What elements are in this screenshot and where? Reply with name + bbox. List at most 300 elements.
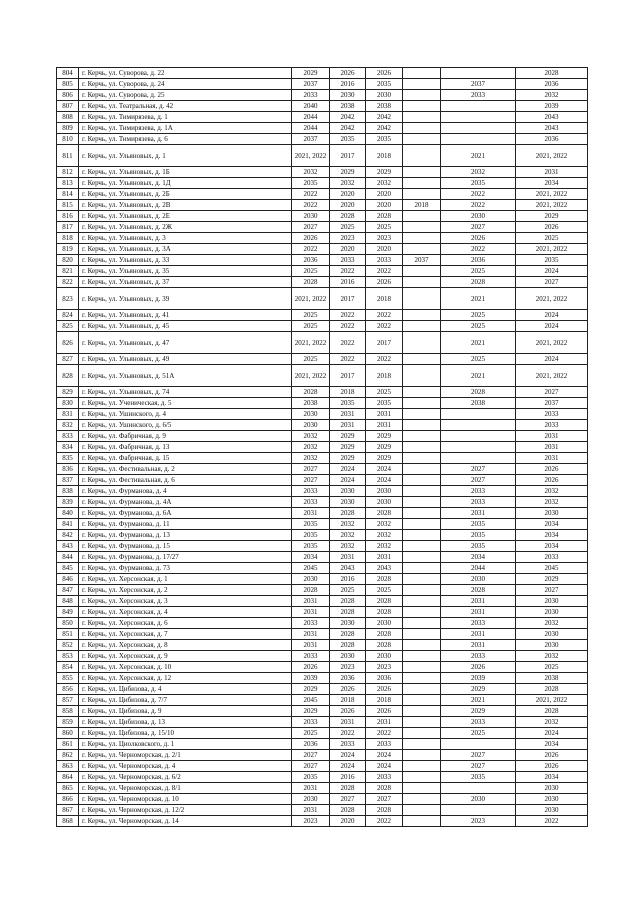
cell-year-col-2: 2031	[330, 717, 366, 728]
cell-address: г. Керчь, ул. Херсонская, д. 12	[79, 673, 292, 684]
table-row	[57, 464, 588, 475]
cell-year-col-1: 2026	[292, 233, 330, 244]
cell-year-col-2: 2022	[330, 332, 366, 354]
cell-row-number: 825	[57, 321, 79, 332]
cell-year-col-2: 2035	[330, 134, 366, 145]
cell-year-col-1: 2029	[292, 684, 330, 695]
cell-year-col-5: 2027	[441, 475, 516, 486]
cell-year-col-3: 2024	[366, 464, 403, 475]
cell-year-col-6: 2025	[516, 233, 588, 244]
cell-year-col-6: 2029	[516, 211, 588, 222]
cell-year-col-5	[441, 101, 516, 112]
cell-year-col-5	[441, 453, 516, 464]
table-row	[57, 651, 588, 662]
cell-year-col-1: 2025	[292, 354, 330, 365]
cell-year-col-4	[403, 145, 441, 167]
cell-address: г. Керчь, ул. Ульяновых, д. 3	[79, 233, 292, 244]
table-row	[57, 189, 588, 200]
cell-year-col-6: 2032	[516, 717, 588, 728]
cell-year-col-2: 2020	[330, 189, 366, 200]
cell-address: г. Керчь, ул. Ульяновых, д. 33	[79, 255, 292, 266]
cell-year-col-1: 2035	[292, 178, 330, 189]
table-row	[57, 761, 588, 772]
cell-year-col-5: 2026	[441, 233, 516, 244]
cell-year-col-6: 2028	[516, 684, 588, 695]
cell-year-col-5: 2021	[441, 145, 516, 167]
cell-year-col-4	[403, 167, 441, 178]
cell-year-col-6: 2025	[516, 662, 588, 673]
table-row	[57, 717, 588, 728]
cell-year-col-2: 2018	[330, 387, 366, 398]
cell-year-col-6: 2030	[516, 640, 588, 651]
cell-year-col-6: 2030	[516, 596, 588, 607]
cell-year-col-4	[403, 123, 441, 134]
cell-year-col-6: 2038	[516, 673, 588, 684]
cell-year-col-6: 2034	[516, 178, 588, 189]
cell-year-col-1: 2036	[292, 255, 330, 266]
cell-year-col-2: 2016	[330, 772, 366, 783]
cell-year-col-1: 2031	[292, 805, 330, 816]
cell-year-col-2: 2026	[330, 706, 366, 717]
cell-year-col-3: 2028	[366, 508, 403, 519]
cell-row-number: 819	[57, 244, 79, 255]
cell-address: г. Керчь, ул. Фурманова, д. 13	[79, 530, 292, 541]
cell-year-col-4	[403, 387, 441, 398]
cell-row-number: 858	[57, 706, 79, 717]
table-row	[57, 387, 588, 398]
cell-year-col-2: 2030	[330, 651, 366, 662]
cell-year-col-3: 2032	[366, 519, 403, 530]
cell-year-col-4	[403, 365, 441, 387]
cell-year-col-2: 2016	[330, 277, 366, 288]
cell-year-col-5	[441, 431, 516, 442]
cell-year-col-5: 2029	[441, 706, 516, 717]
table-row	[57, 772, 588, 783]
cell-year-col-6: 2024	[516, 321, 588, 332]
cell-year-col-2: 2016	[330, 574, 366, 585]
cell-year-col-2: 2024	[330, 475, 366, 486]
cell-year-col-5: 2027	[441, 222, 516, 233]
cell-year-col-2: 2028	[330, 211, 366, 222]
cell-year-col-2: 2032	[330, 519, 366, 530]
table-row	[57, 288, 588, 310]
table-row	[57, 310, 588, 321]
cell-year-col-4	[403, 772, 441, 783]
cell-year-col-5: 2039	[441, 673, 516, 684]
cell-year-col-3: 2028	[366, 211, 403, 222]
cell-year-col-5: 2028	[441, 387, 516, 398]
cell-year-col-1: 2035	[292, 772, 330, 783]
cell-year-col-6: 2031	[516, 167, 588, 178]
cell-year-col-4	[403, 684, 441, 695]
cell-year-col-3: 2026	[366, 68, 403, 79]
cell-year-col-6: 2021, 2022	[516, 189, 588, 200]
cell-year-col-5: 2021	[441, 695, 516, 706]
cell-year-col-2: 2022	[330, 728, 366, 739]
cell-year-col-4	[403, 310, 441, 321]
cell-row-number: 848	[57, 596, 79, 607]
cell-year-col-1: 2033	[292, 497, 330, 508]
cell-year-col-4	[403, 530, 441, 541]
cell-year-col-6: 2032	[516, 497, 588, 508]
cell-year-col-3: 2022	[366, 354, 403, 365]
cell-year-col-4	[403, 618, 441, 629]
table-row	[57, 255, 588, 266]
cell-year-col-6: 2036	[516, 79, 588, 90]
cell-address: г. Керчь, ул. Черноморская, д. 8/1	[79, 783, 292, 794]
cell-year-col-1: 2030	[292, 409, 330, 420]
cell-year-col-3: 2025	[366, 222, 403, 233]
cell-year-col-3: 2032	[366, 541, 403, 552]
cell-year-col-6: 2031	[516, 453, 588, 464]
cell-year-col-3: 2022	[366, 266, 403, 277]
cell-year-col-1: 2027	[292, 464, 330, 475]
table-row	[57, 706, 588, 717]
cell-year-col-4: 2037	[403, 255, 441, 266]
table-row	[57, 453, 588, 464]
cell-year-col-1: 2030	[292, 420, 330, 431]
cell-address: г. Керчь, ул. Херсонская, д. 4	[79, 607, 292, 618]
cell-year-col-1: 2025	[292, 321, 330, 332]
cell-year-col-4	[403, 90, 441, 101]
cell-year-col-3: 2031	[366, 552, 403, 563]
cell-row-number: 841	[57, 519, 79, 530]
cell-address: г. Керчь, ул. Ульяновых, д. 35	[79, 266, 292, 277]
cell-year-col-3: 2033	[366, 255, 403, 266]
cell-year-col-3: 2022	[366, 310, 403, 321]
cell-year-col-4	[403, 695, 441, 706]
table-row	[57, 431, 588, 442]
cell-year-col-1: 2027	[292, 475, 330, 486]
cell-year-col-5: 2022	[441, 244, 516, 255]
cell-address: г. Керчь, ул. Ульяновых, д. 41	[79, 310, 292, 321]
cell-year-col-5: 2021	[441, 288, 516, 310]
cell-year-col-4	[403, 222, 441, 233]
cell-year-col-6: 2022	[516, 816, 588, 827]
cell-row-number: 837	[57, 475, 79, 486]
cell-year-col-1: 2022	[292, 200, 330, 211]
cell-year-col-1: 2021, 2022	[292, 145, 330, 167]
cell-year-col-4	[403, 420, 441, 431]
table-row	[57, 200, 588, 211]
cell-year-col-4	[403, 486, 441, 497]
cell-year-col-4: 2018	[403, 200, 441, 211]
cell-year-col-5: 2033	[441, 618, 516, 629]
cell-year-col-4	[403, 794, 441, 805]
cell-year-col-4	[403, 717, 441, 728]
cell-row-number: 857	[57, 695, 79, 706]
cell-year-col-1: 2025	[292, 728, 330, 739]
table-row	[57, 486, 588, 497]
cell-year-col-1: 2037	[292, 79, 330, 90]
cell-address: г. Керчь, ул. Ульяновых, д. 49	[79, 354, 292, 365]
cell-year-col-3: 2030	[366, 651, 403, 662]
cell-year-col-4	[403, 585, 441, 596]
cell-year-col-6: 2043	[516, 123, 588, 134]
cell-year-col-1: 2037	[292, 134, 330, 145]
cell-year-col-5	[441, 805, 516, 816]
cell-year-col-2: 2032	[330, 530, 366, 541]
cell-year-col-3: 2023	[366, 662, 403, 673]
cell-year-col-3: 2020	[366, 189, 403, 200]
cell-address: г. Керчь, ул. Ульяновых, д. 39	[79, 288, 292, 310]
cell-year-col-2: 2027	[330, 794, 366, 805]
cell-address: г. Керчь, ул. Фурманова, д. 73	[79, 563, 292, 574]
cell-year-col-3: 2042	[366, 112, 403, 123]
cell-address: г. Керчь, ул. Тимирязева, д. 1А	[79, 123, 292, 134]
cell-year-col-5: 2025	[441, 728, 516, 739]
cell-year-col-6: 2032	[516, 651, 588, 662]
cell-year-col-3: 2032	[366, 530, 403, 541]
cell-year-col-6: 2035	[516, 255, 588, 266]
cell-year-col-3: 2035	[366, 134, 403, 145]
cell-row-number: 844	[57, 552, 79, 563]
cell-year-col-6: 2030	[516, 508, 588, 519]
cell-year-col-2: 2029	[330, 167, 366, 178]
table-row	[57, 68, 588, 79]
cell-row-number: 811	[57, 145, 79, 167]
cell-row-number: 814	[57, 189, 79, 200]
cell-year-col-2: 2031	[330, 409, 366, 420]
cell-year-col-5: 2037	[441, 79, 516, 90]
cell-year-col-1: 2023	[292, 816, 330, 827]
cell-year-col-1: 2025	[292, 310, 330, 321]
cell-address: г. Керчь, ул. Херсонская, д. 2	[79, 585, 292, 596]
cell-address: г. Керчь, ул. Херсонская, д. 3	[79, 596, 292, 607]
table-row	[57, 585, 588, 596]
cell-year-col-1: 2040	[292, 101, 330, 112]
table-row	[57, 695, 588, 706]
cell-year-col-4	[403, 211, 441, 222]
cell-year-col-1: 2031	[292, 629, 330, 640]
cell-year-col-2: 2038	[330, 101, 366, 112]
cell-year-col-6: 2033	[516, 420, 588, 431]
cell-year-col-4	[403, 541, 441, 552]
table-row	[57, 519, 588, 530]
cell-year-col-2: 2042	[330, 123, 366, 134]
cell-year-col-2: 2028	[330, 629, 366, 640]
cell-year-col-5: 2033	[441, 90, 516, 101]
table-row	[57, 442, 588, 453]
cell-address: г. Керчь, ул. Ульяновых, д. 2Б	[79, 189, 292, 200]
cell-year-col-6: 2026	[516, 222, 588, 233]
cell-year-col-6: 2045	[516, 563, 588, 574]
cell-year-col-3: 2028	[366, 607, 403, 618]
table-row	[57, 354, 588, 365]
cell-year-col-4	[403, 673, 441, 684]
cell-year-col-4	[403, 398, 441, 409]
cell-year-col-2: 2022	[330, 321, 366, 332]
cell-year-col-4	[403, 816, 441, 827]
cell-year-col-1: 2039	[292, 673, 330, 684]
cell-year-col-2: 2024	[330, 750, 366, 761]
cell-row-number: 845	[57, 563, 79, 574]
cell-year-col-1: 2036	[292, 739, 330, 750]
cell-year-col-3: 2028	[366, 805, 403, 816]
cell-year-col-3: 2038	[366, 101, 403, 112]
cell-year-col-5: 2036	[441, 255, 516, 266]
cell-year-col-4	[403, 244, 441, 255]
cell-year-col-5: 2034	[441, 552, 516, 563]
cell-year-col-3: 2030	[366, 486, 403, 497]
cell-year-col-3: 2020	[366, 244, 403, 255]
cell-year-col-6: 2032	[516, 90, 588, 101]
cell-row-number: 829	[57, 387, 79, 398]
cell-row-number: 817	[57, 222, 79, 233]
cell-year-col-3: 2024	[366, 750, 403, 761]
cell-year-col-6: 2026	[516, 750, 588, 761]
cell-address: г. Керчь, ул. Черноморская, д. 6/2	[79, 772, 292, 783]
cell-year-col-1: 2035	[292, 541, 330, 552]
cell-year-col-1: 2033	[292, 618, 330, 629]
cell-year-col-1: 2026	[292, 662, 330, 673]
cell-year-col-1: 2028	[292, 277, 330, 288]
table-row	[57, 629, 588, 640]
cell-row-number: 855	[57, 673, 79, 684]
cell-year-col-4	[403, 442, 441, 453]
table-row	[57, 794, 588, 805]
cell-year-col-2: 2024	[330, 464, 366, 475]
table-row	[57, 222, 588, 233]
cell-row-number: 805	[57, 79, 79, 90]
cell-year-col-5: 2026	[441, 662, 516, 673]
cell-year-col-2: 2028	[330, 596, 366, 607]
cell-year-col-4	[403, 706, 441, 717]
cell-year-col-6: 2043	[516, 112, 588, 123]
table-row	[57, 145, 588, 167]
cell-year-col-5: 2027	[441, 464, 516, 475]
cell-row-number: 851	[57, 629, 79, 640]
cell-year-col-6: 2039	[516, 101, 588, 112]
cell-year-col-3: 2036	[366, 673, 403, 684]
cell-year-col-5: 2031	[441, 629, 516, 640]
cell-year-col-5: 2023	[441, 816, 516, 827]
cell-year-col-1: 2021, 2022	[292, 332, 330, 354]
cell-year-col-6: 2030	[516, 607, 588, 618]
cell-year-col-5: 2031	[441, 640, 516, 651]
cell-row-number: 865	[57, 783, 79, 794]
table-row	[57, 90, 588, 101]
cell-address: г. Керчь, ул. Фурманова, д. 15	[79, 541, 292, 552]
cell-year-col-2: 2022	[330, 354, 366, 365]
cell-year-col-5: 2021	[441, 365, 516, 387]
cell-year-col-2: 2033	[330, 739, 366, 750]
cell-year-col-5: 2025	[441, 310, 516, 321]
cell-year-col-4	[403, 354, 441, 365]
table-row	[57, 739, 588, 750]
cell-year-col-5: 2027	[441, 761, 516, 772]
cell-row-number: 818	[57, 233, 79, 244]
cell-year-col-4	[403, 189, 441, 200]
cell-row-number: 823	[57, 288, 79, 310]
table-row	[57, 783, 588, 794]
cell-year-col-3: 2030	[366, 497, 403, 508]
table-row	[57, 365, 588, 387]
cell-year-col-6: 2021, 2022	[516, 288, 588, 310]
cell-year-col-5: 2035	[441, 178, 516, 189]
cell-year-col-4	[403, 266, 441, 277]
cell-year-col-1: 2022	[292, 244, 330, 255]
cell-address: г. Керчь, ул. Херсонская, д. 8	[79, 640, 292, 651]
table-row	[57, 596, 588, 607]
cell-year-col-3: 2028	[366, 783, 403, 794]
cell-year-col-3: 2032	[366, 178, 403, 189]
cell-year-col-2: 2020	[330, 200, 366, 211]
cell-year-col-3: 2029	[366, 167, 403, 178]
cell-year-col-3: 2024	[366, 761, 403, 772]
cell-year-col-2: 2023	[330, 233, 366, 244]
cell-address: г. Керчь, ул. Тимирязева, д. 1	[79, 112, 292, 123]
cell-year-col-2: 2032	[330, 541, 366, 552]
cell-year-col-5: 2033	[441, 486, 516, 497]
cell-address: г. Керчь, ул. Фестивальная, д. 2	[79, 464, 292, 475]
cell-row-number: 806	[57, 90, 79, 101]
cell-year-col-6: 2021, 2022	[516, 145, 588, 167]
cell-year-col-2: 2025	[330, 585, 366, 596]
cell-row-number: 843	[57, 541, 79, 552]
table-row	[57, 497, 588, 508]
cell-year-col-4	[403, 475, 441, 486]
cell-address: г. Керчь, ул. Суворова, д. 25	[79, 90, 292, 101]
cell-year-col-1: 2032	[292, 453, 330, 464]
table-row	[57, 233, 588, 244]
cell-row-number: 807	[57, 101, 79, 112]
cell-year-col-2: 2043	[330, 563, 366, 574]
cell-year-col-2: 2030	[330, 90, 366, 101]
cell-year-col-6: 2034	[516, 772, 588, 783]
cell-row-number: 852	[57, 640, 79, 651]
cell-year-col-6: 2021, 2022	[516, 200, 588, 211]
cell-year-col-2: 2024	[330, 761, 366, 772]
cell-row-number: 826	[57, 332, 79, 354]
cell-year-col-1: 2022	[292, 189, 330, 200]
cell-year-col-4	[403, 101, 441, 112]
cell-year-col-1: 2045	[292, 695, 330, 706]
cell-year-col-5: 2033	[441, 717, 516, 728]
cell-year-col-1: 2031	[292, 508, 330, 519]
cell-year-col-1: 2044	[292, 123, 330, 134]
cell-year-col-3: 2031	[366, 409, 403, 420]
cell-year-col-3: 2022	[366, 321, 403, 332]
cell-year-col-2: 2042	[330, 112, 366, 123]
cell-address: г. Керчь, ул. Суворова, д. 22	[79, 68, 292, 79]
cell-row-number: 804	[57, 68, 79, 79]
cell-year-col-4	[403, 277, 441, 288]
cell-row-number: 856	[57, 684, 79, 695]
cell-year-col-4	[403, 552, 441, 563]
table-row	[57, 321, 588, 332]
cell-address: г. Керчь, ул. Суворова, д. 24	[79, 79, 292, 90]
cell-year-col-4	[403, 453, 441, 464]
cell-year-col-4	[403, 783, 441, 794]
cell-year-col-6: 2030	[516, 794, 588, 805]
cell-year-col-1: 2031	[292, 596, 330, 607]
table-row	[57, 79, 588, 90]
cell-year-col-5: 2033	[441, 651, 516, 662]
cell-year-col-4	[403, 112, 441, 123]
cell-year-col-3: 2029	[366, 442, 403, 453]
cell-address: г. Керчь, ул. Фурманова, д. 4А	[79, 497, 292, 508]
cell-row-number: 847	[57, 585, 79, 596]
cell-row-number: 830	[57, 398, 79, 409]
cell-year-col-5: 2035	[441, 541, 516, 552]
cell-year-col-2: 2026	[330, 68, 366, 79]
cell-year-col-6: 2027	[516, 585, 588, 596]
cell-year-col-2: 2028	[330, 783, 366, 794]
cell-year-col-5	[441, 123, 516, 134]
cell-address: г. Керчь, ул. Херсонская, д. 7	[79, 629, 292, 640]
cell-year-col-2: 2023	[330, 662, 366, 673]
